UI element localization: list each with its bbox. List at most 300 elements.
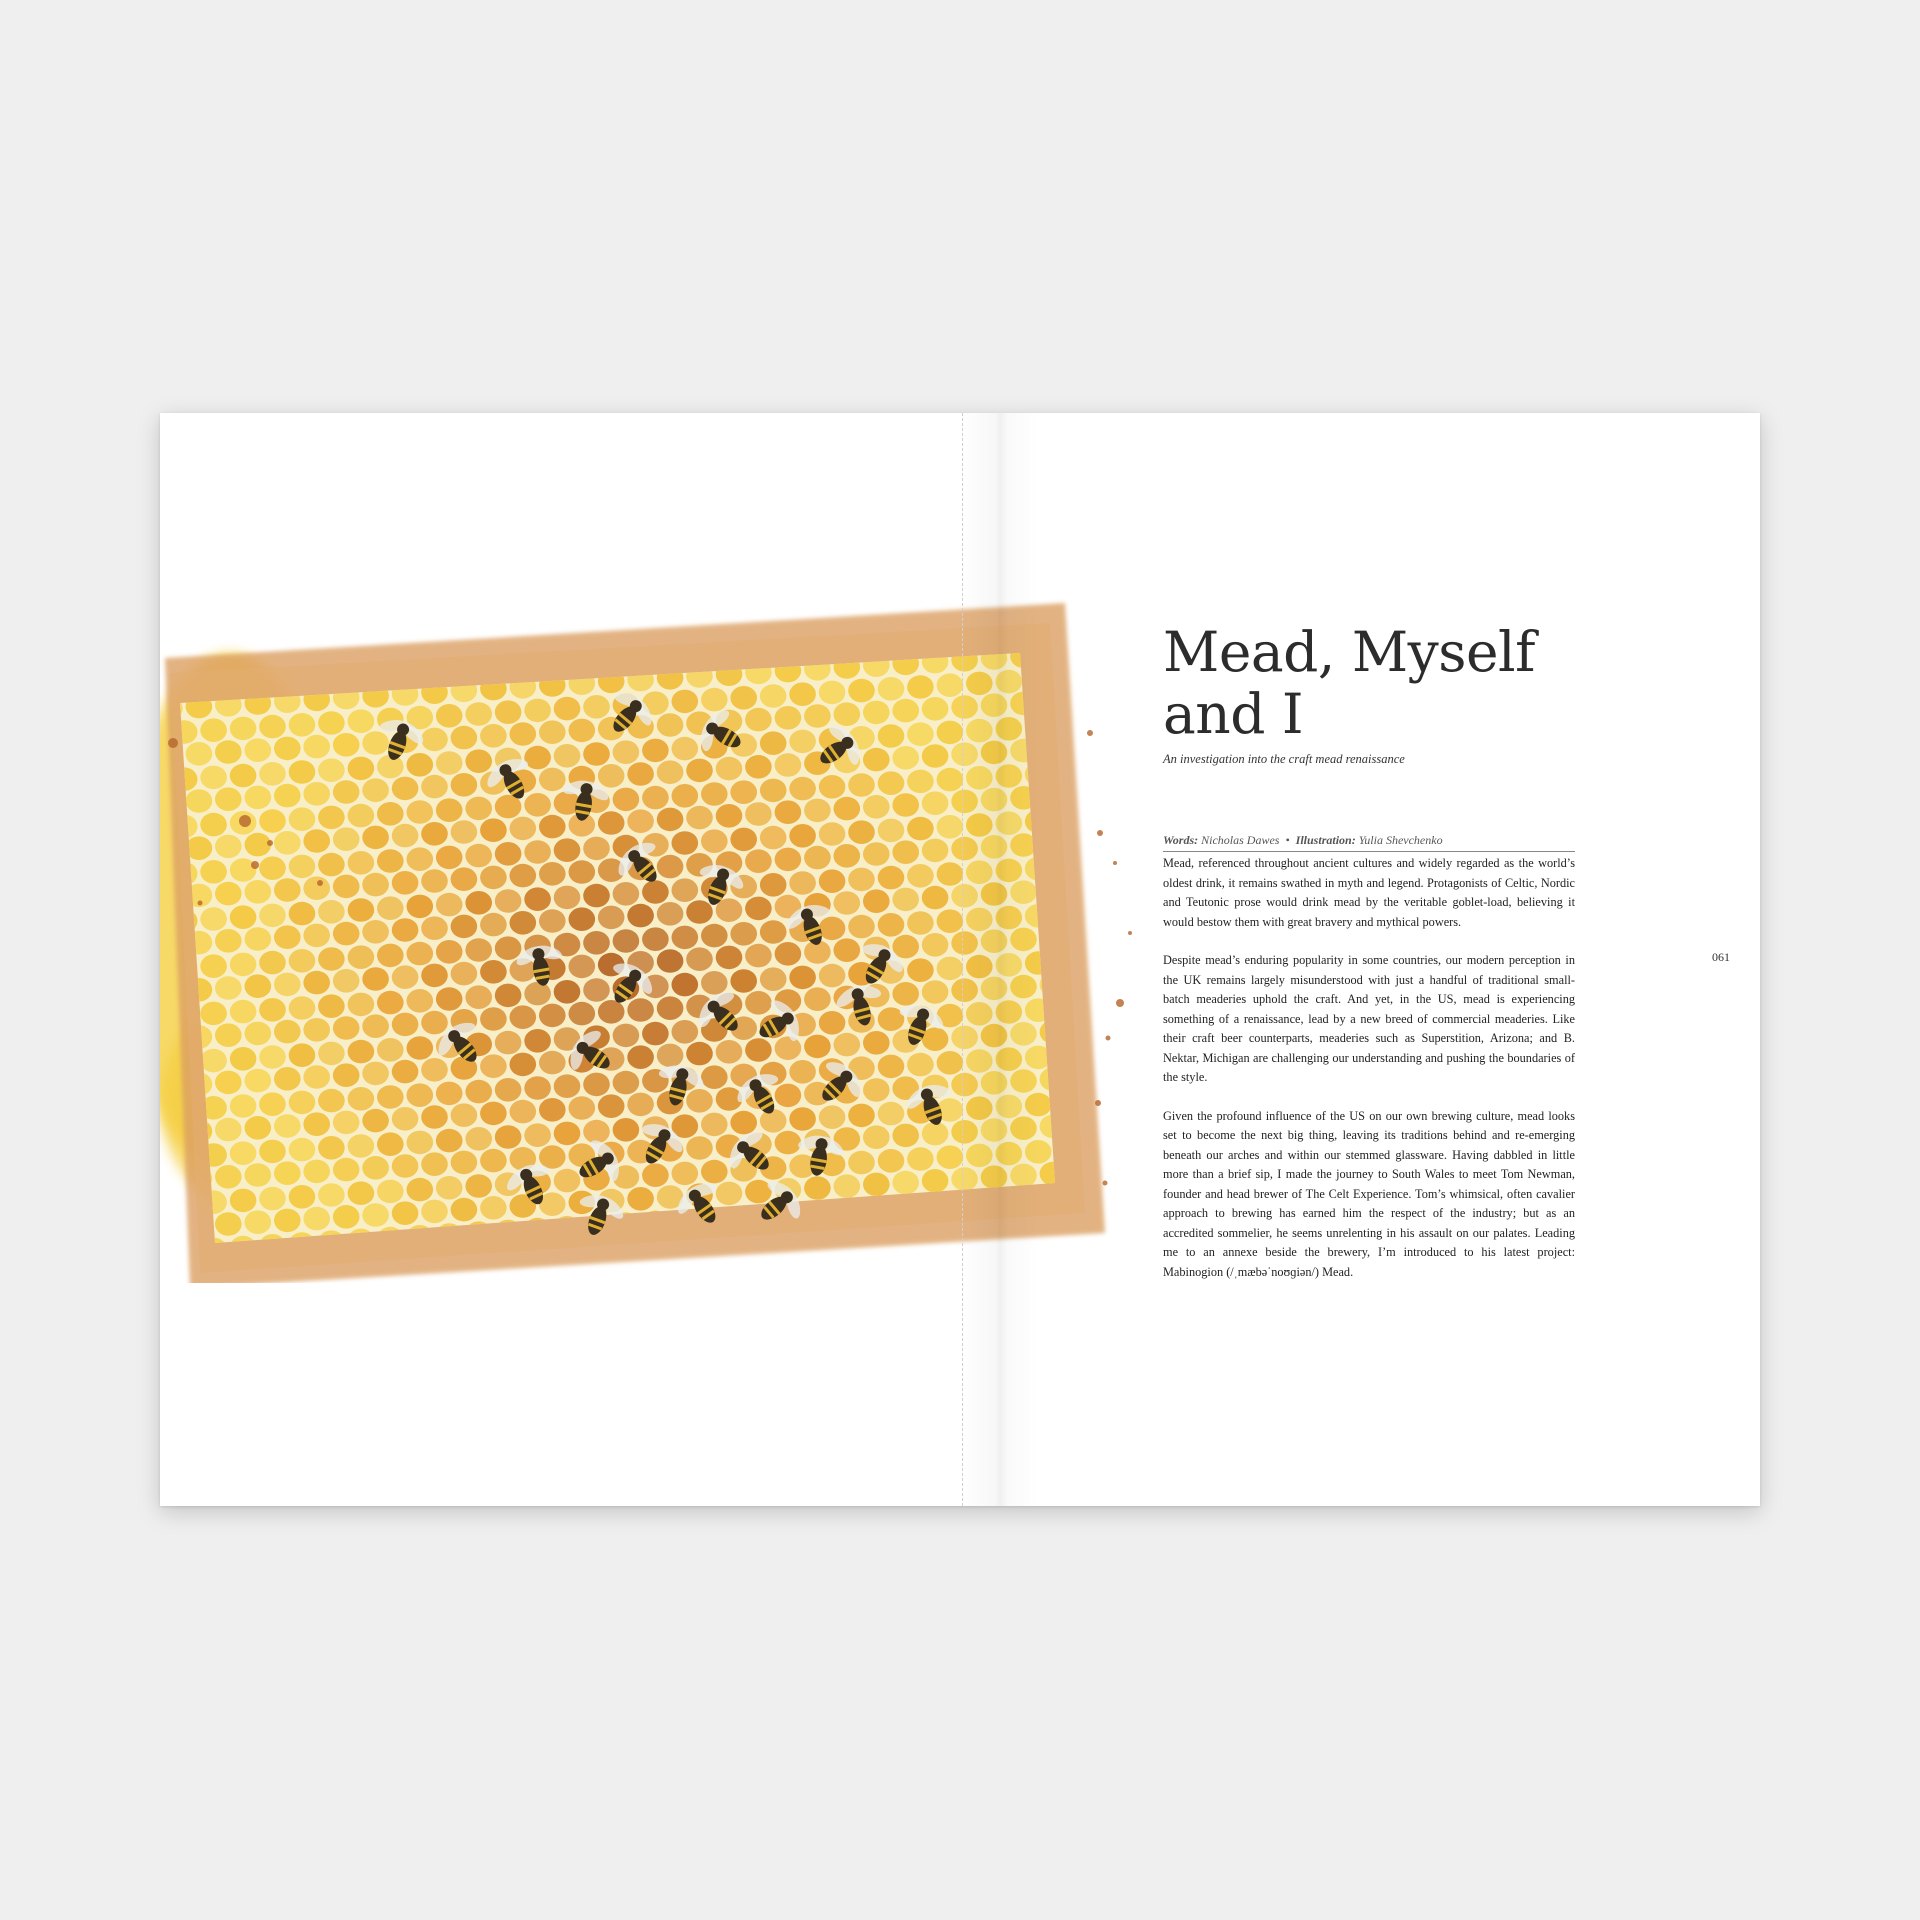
comb-cell	[436, 1082, 463, 1106]
comb-cell	[510, 864, 537, 888]
comb-cell	[848, 1151, 875, 1175]
comb-cell	[1113, 1229, 1140, 1253]
comb-cell	[333, 733, 360, 757]
comb-cell	[819, 869, 846, 893]
comb-cells	[160, 592, 1140, 1283]
comb-cell	[1010, 1069, 1037, 1093]
comb-cell	[937, 721, 964, 745]
comb-cell	[951, 1026, 978, 1050]
comb-cell	[377, 849, 404, 873]
comb-cell	[569, 719, 596, 743]
comb-cell	[1099, 1017, 1126, 1041]
comb-cell	[627, 1187, 654, 1211]
comb-cell	[892, 1171, 919, 1195]
comb-cell	[716, 1040, 743, 1064]
comb-cell	[554, 744, 581, 768]
comb-cell	[834, 1033, 861, 1057]
comb-cell	[657, 760, 684, 784]
comb-cell	[686, 1042, 713, 1066]
comb-cell	[348, 1087, 375, 1111]
comb-cell	[510, 817, 537, 841]
comb-cell	[907, 1242, 934, 1266]
comb-cell	[333, 969, 360, 993]
binding-stitch	[962, 413, 963, 1506]
comb-cell	[657, 713, 684, 737]
comb-cell	[318, 900, 345, 924]
comb-cell	[686, 759, 713, 783]
comb-cell	[333, 1063, 360, 1087]
honeycomb-illustration	[160, 583, 1150, 1283]
comb-cell	[160, 1241, 168, 1265]
comb-cell	[421, 916, 448, 940]
comb-cell	[937, 1145, 964, 1169]
comb-cell	[922, 744, 949, 768]
comb-cell	[996, 1095, 1023, 1119]
comb-cell	[259, 715, 286, 739]
comb-cell	[539, 815, 566, 839]
comb-cell	[1113, 804, 1140, 828]
comb-cell	[289, 949, 316, 973]
comb-cell	[318, 947, 345, 971]
comb-cell	[937, 768, 964, 792]
comb-cell	[701, 1160, 728, 1184]
comb-cell	[407, 1083, 434, 1107]
comb-cell	[495, 842, 522, 866]
comb-cell	[922, 697, 949, 721]
comb-cell	[583, 1073, 610, 1097]
comb-cell	[834, 891, 861, 915]
comb-cell	[333, 827, 360, 851]
comb-cell	[230, 717, 257, 741]
comb-cell	[421, 1152, 448, 1176]
comb-cell	[524, 1123, 551, 1147]
comb-cell	[392, 1107, 419, 1131]
comb-cell	[657, 1044, 684, 1068]
comb-cell	[819, 775, 846, 799]
comb-cell	[922, 1169, 949, 1193]
comb-cell	[966, 860, 993, 884]
comb-cell	[289, 996, 316, 1020]
comb-cell	[951, 837, 978, 861]
comb-cell	[407, 1178, 434, 1202]
comb-cell	[966, 1238, 993, 1262]
comb-cell	[686, 806, 713, 830]
comb-cell	[922, 886, 949, 910]
comb-cell	[672, 1162, 699, 1186]
comb-cell	[348, 945, 375, 969]
comb-cell	[480, 1054, 507, 1078]
comb-cell	[1054, 1233, 1081, 1257]
comb-cell	[421, 1105, 448, 1129]
comb-cell	[407, 989, 434, 1013]
comb-cell	[200, 1002, 227, 1026]
comb-cell	[892, 840, 919, 864]
comb-cell	[245, 833, 272, 857]
comb-cell	[480, 913, 507, 937]
comb-cell	[922, 1122, 949, 1146]
comb-cell	[775, 800, 802, 824]
comb-cell	[716, 898, 743, 922]
comb-cell	[745, 944, 772, 968]
comb-cell	[539, 1051, 566, 1075]
comb-cell	[539, 720, 566, 744]
comb-cell	[583, 931, 610, 955]
comb-cell	[907, 958, 934, 982]
comb-cell	[421, 1058, 448, 1082]
comb-cell	[730, 922, 757, 946]
comb-cell	[215, 1023, 242, 1047]
comb-cell	[480, 866, 507, 890]
comb-cell	[613, 1024, 640, 1048]
comb-cell	[1099, 592, 1126, 616]
comb-cell	[392, 1154, 419, 1178]
comb-cell	[686, 900, 713, 924]
page-number: 061	[1712, 950, 1730, 964]
comb-cell	[892, 982, 919, 1006]
comb-cell	[907, 911, 934, 935]
comb-cell	[510, 1053, 537, 1077]
comb-cell	[451, 726, 478, 750]
comb-cell	[613, 1118, 640, 1142]
comb-cell	[362, 873, 389, 897]
comb-cell	[318, 1136, 345, 1160]
comb-cell	[1113, 946, 1140, 970]
comb-cell	[421, 1200, 448, 1224]
comb-cell	[160, 1169, 183, 1193]
author-name: Nicholas Dawes	[1201, 833, 1280, 847]
comb-cell	[1069, 641, 1096, 665]
comb-cell	[981, 1071, 1008, 1095]
article-body	[1163, 854, 1575, 1301]
comb-cell	[834, 797, 861, 821]
comb-cell	[554, 1263, 581, 1283]
comb-cell	[495, 700, 522, 724]
comb-cell	[362, 1156, 389, 1180]
comb-cell	[627, 809, 654, 833]
comb-cell	[348, 1134, 375, 1158]
comb-cell	[672, 831, 699, 855]
comb-cell	[377, 802, 404, 826]
comb-cell	[259, 809, 286, 833]
comb-cell	[848, 868, 875, 892]
comb-cell	[160, 1147, 168, 1171]
comb-cell	[716, 804, 743, 828]
comb-cell	[789, 730, 816, 754]
comb-cell	[922, 933, 949, 957]
comb-cell	[922, 791, 949, 815]
comb-cell	[392, 777, 419, 801]
comb-cell	[436, 987, 463, 1011]
comb-cell	[775, 753, 802, 777]
comb-cell	[701, 924, 728, 948]
comb-cell	[186, 789, 213, 813]
comb-cell	[775, 706, 802, 730]
comb-cell	[318, 806, 345, 830]
comb-cell	[465, 797, 492, 821]
comb-cell	[377, 1085, 404, 1109]
comb-cell	[451, 1151, 478, 1175]
comb-cell	[922, 980, 949, 1004]
comb-cell	[819, 822, 846, 846]
title-line-2: and I	[1163, 682, 1304, 746]
comb-cell	[362, 826, 389, 850]
comb-cell	[1069, 594, 1096, 618]
comb-cell	[848, 915, 875, 939]
comb-cell	[583, 884, 610, 908]
comb-cell	[289, 713, 316, 737]
comb-cell	[510, 911, 537, 935]
comb-cell	[274, 1114, 301, 1138]
comb-cell	[907, 817, 934, 841]
comb-cell	[274, 1020, 301, 1044]
comb-cell	[951, 742, 978, 766]
comb-cell	[981, 882, 1008, 906]
comb-cell	[819, 1011, 846, 1035]
comb-cell	[863, 889, 890, 913]
comb-cell	[318, 1042, 345, 1066]
honeycomb-bees-image	[160, 583, 1150, 1283]
comb-cell	[245, 1069, 272, 1093]
comb-cell	[686, 947, 713, 971]
comb-cell	[274, 784, 301, 808]
comb-cell	[627, 998, 654, 1022]
comb-cell	[1084, 759, 1111, 783]
comb-cell	[848, 820, 875, 844]
comb-cell	[421, 964, 448, 988]
comb-cell	[230, 953, 257, 977]
comb-cell	[569, 1096, 596, 1120]
comb-cell	[465, 1174, 492, 1198]
comb-cell	[937, 1051, 964, 1075]
comb-cell	[554, 1169, 581, 1193]
comb-cell	[421, 869, 448, 893]
comb-cell	[407, 800, 434, 824]
comb-cell	[907, 864, 934, 888]
comb-cell	[230, 1189, 257, 1213]
comb-cell	[392, 824, 419, 848]
comb-cell	[848, 679, 875, 703]
comb-cell	[407, 1131, 434, 1155]
comb-cell	[598, 811, 625, 835]
comb-cell	[539, 1098, 566, 1122]
comb-cell	[333, 1111, 360, 1135]
comb-cell	[981, 788, 1008, 812]
comb-cell	[186, 742, 213, 766]
comb-cell	[480, 1007, 507, 1031]
comb-cell	[701, 971, 728, 995]
comb-cell	[745, 802, 772, 826]
comb-cell	[539, 909, 566, 933]
comb-cell	[745, 708, 772, 732]
comb-cell	[495, 1031, 522, 1055]
words-label: Words:	[1163, 833, 1199, 847]
comb-cell	[245, 1210, 272, 1234]
comb-cell	[465, 749, 492, 773]
comb-cell	[819, 1105, 846, 1129]
comb-cell	[362, 1062, 389, 1086]
comb-cell	[480, 960, 507, 984]
comb-cell	[303, 876, 330, 900]
comb-cell	[627, 762, 654, 786]
comb-cell	[819, 681, 846, 705]
comb-cell	[539, 1145, 566, 1169]
comb-cell	[303, 1018, 330, 1042]
comb-cell	[392, 1013, 419, 1037]
comb-cell	[996, 717, 1023, 741]
comb-cell	[377, 991, 404, 1015]
comb-cell	[672, 737, 699, 761]
comb-cell	[907, 1053, 934, 1077]
comb-cell	[348, 709, 375, 733]
comb-cell	[259, 951, 286, 975]
comb-cell	[392, 1060, 419, 1084]
comb-cell	[274, 1209, 301, 1233]
comb-cell	[613, 929, 640, 953]
comb-cell	[789, 824, 816, 848]
comb-cell	[554, 886, 581, 910]
comb-cell	[878, 1149, 905, 1173]
comb-cell	[981, 1118, 1008, 1142]
comb-cell	[657, 855, 684, 879]
comb-cell	[760, 779, 787, 803]
comb-cell	[966, 1096, 993, 1120]
comb-cell	[878, 866, 905, 890]
comb-cell	[245, 880, 272, 904]
comb-cell	[789, 1249, 816, 1273]
comb-cell	[672, 1256, 699, 1280]
comb-cell	[951, 978, 978, 1002]
comb-cell	[554, 838, 581, 862]
comb-cell	[318, 711, 345, 735]
comb-cell	[230, 1000, 257, 1024]
comb-cell	[539, 768, 566, 792]
comb-cell	[892, 793, 919, 817]
comb-cell	[480, 1196, 507, 1220]
comb-cell	[554, 697, 581, 721]
comb-cell	[627, 904, 654, 928]
comb-cell	[672, 878, 699, 902]
comb-cell	[1084, 853, 1111, 877]
comb-cell	[789, 682, 816, 706]
comb-cell	[230, 1094, 257, 1118]
comb-cell	[465, 844, 492, 868]
comb-cell	[524, 699, 551, 723]
comb-cell	[510, 1100, 537, 1124]
comb-cell	[1084, 664, 1111, 688]
comb-cell	[598, 1094, 625, 1118]
comb-cell	[981, 1165, 1008, 1189]
comb-cell	[303, 1065, 330, 1089]
comb-cell	[259, 856, 286, 880]
comb-cell	[1099, 1158, 1126, 1182]
comb-cell	[716, 757, 743, 781]
comb-cell	[892, 888, 919, 912]
comb-cell	[642, 1258, 669, 1282]
comb-cell	[465, 1080, 492, 1104]
comb-cell	[510, 722, 537, 746]
comb-cell	[524, 746, 551, 770]
comb-cell	[333, 922, 360, 946]
comb-cell	[436, 751, 463, 775]
comb-cell	[554, 1122, 581, 1146]
comb-cell	[289, 1138, 316, 1162]
comb-cell	[554, 980, 581, 1004]
comb-cell	[966, 1144, 993, 1168]
comb-cell	[303, 829, 330, 853]
comb-cell	[701, 1254, 728, 1278]
comb-cell	[922, 839, 949, 863]
comb-cell	[760, 731, 787, 755]
comb-cell	[510, 1005, 537, 1029]
comb-cell	[569, 1002, 596, 1026]
comb-cell	[657, 902, 684, 926]
comb-cell	[289, 807, 316, 831]
comb-cell	[303, 1112, 330, 1136]
comb-cell	[863, 1031, 890, 1055]
comb-cell	[848, 1104, 875, 1128]
comb-cell	[200, 907, 227, 931]
comb-cell	[362, 778, 389, 802]
comb-cell	[804, 1035, 831, 1059]
comb-cell	[996, 1142, 1023, 1166]
comb-cell	[863, 1173, 890, 1197]
comb-cell	[348, 898, 375, 922]
comb-cell	[672, 926, 699, 950]
comb-cell	[613, 1260, 640, 1284]
comb-cell	[480, 724, 507, 748]
comb-cell	[200, 954, 227, 978]
comb-cell	[804, 799, 831, 823]
comb-cell	[583, 695, 610, 719]
comb-cell	[863, 748, 890, 772]
comb-cell	[1113, 1087, 1140, 1111]
comb-cell	[451, 915, 478, 939]
comb-cell	[436, 940, 463, 964]
comb-cell	[760, 873, 787, 897]
comb-cell	[834, 938, 861, 962]
comb-cell	[407, 895, 434, 919]
comb-cell	[701, 1113, 728, 1137]
paragraph-3: Given the profound influence of the US on our own brewing culture, mead looks set to become the next big thing, leaving its traditions behind and re-emerging beneath our arches and within our stemmed glassware. Having dabbled in little more than a brief sip, I made the journey to South Wales to meet Tom Newman, founder and head brewer of The Celt Experience. Tom’s whimsical, often cavalier approach to brewing has earned him the respect of the industry; but as an accredited sommelier, he seems unrelenting in his assault on our palates. Leading me to an annexe beside the brewery, I’m introduced to his latest project: Mabinogion (/ˌmæbəˈnoʊɡiən/) Mead.	[1163, 1108, 1575, 1279]
comb-cell	[259, 904, 286, 928]
title-line-1: Mead, Myself	[1163, 620, 1535, 684]
comb-cell	[966, 719, 993, 743]
comb-cell	[951, 884, 978, 908]
comb-cell	[245, 927, 272, 951]
comb-cell	[775, 942, 802, 966]
comb-cell	[819, 1247, 846, 1271]
magazine-spread	[160, 413, 1760, 1506]
comb-cell	[937, 673, 964, 697]
comb-cell	[1099, 875, 1126, 899]
article-title	[1163, 621, 1583, 745]
comb-cell	[966, 813, 993, 837]
comb-cell	[1099, 733, 1126, 757]
comb-cell	[760, 920, 787, 944]
comb-cell	[1010, 1164, 1037, 1188]
comb-cell	[160, 1216, 183, 1240]
comb-cell	[996, 764, 1023, 788]
comb-cell	[878, 724, 905, 748]
comb-cell	[451, 1103, 478, 1127]
comb-cell	[951, 790, 978, 814]
comb-cell	[421, 822, 448, 846]
comb-cell	[598, 764, 625, 788]
comb-cell	[160, 1194, 168, 1218]
comb-cell	[834, 844, 861, 868]
comb-cell	[465, 985, 492, 1009]
comb-cell	[333, 780, 360, 804]
